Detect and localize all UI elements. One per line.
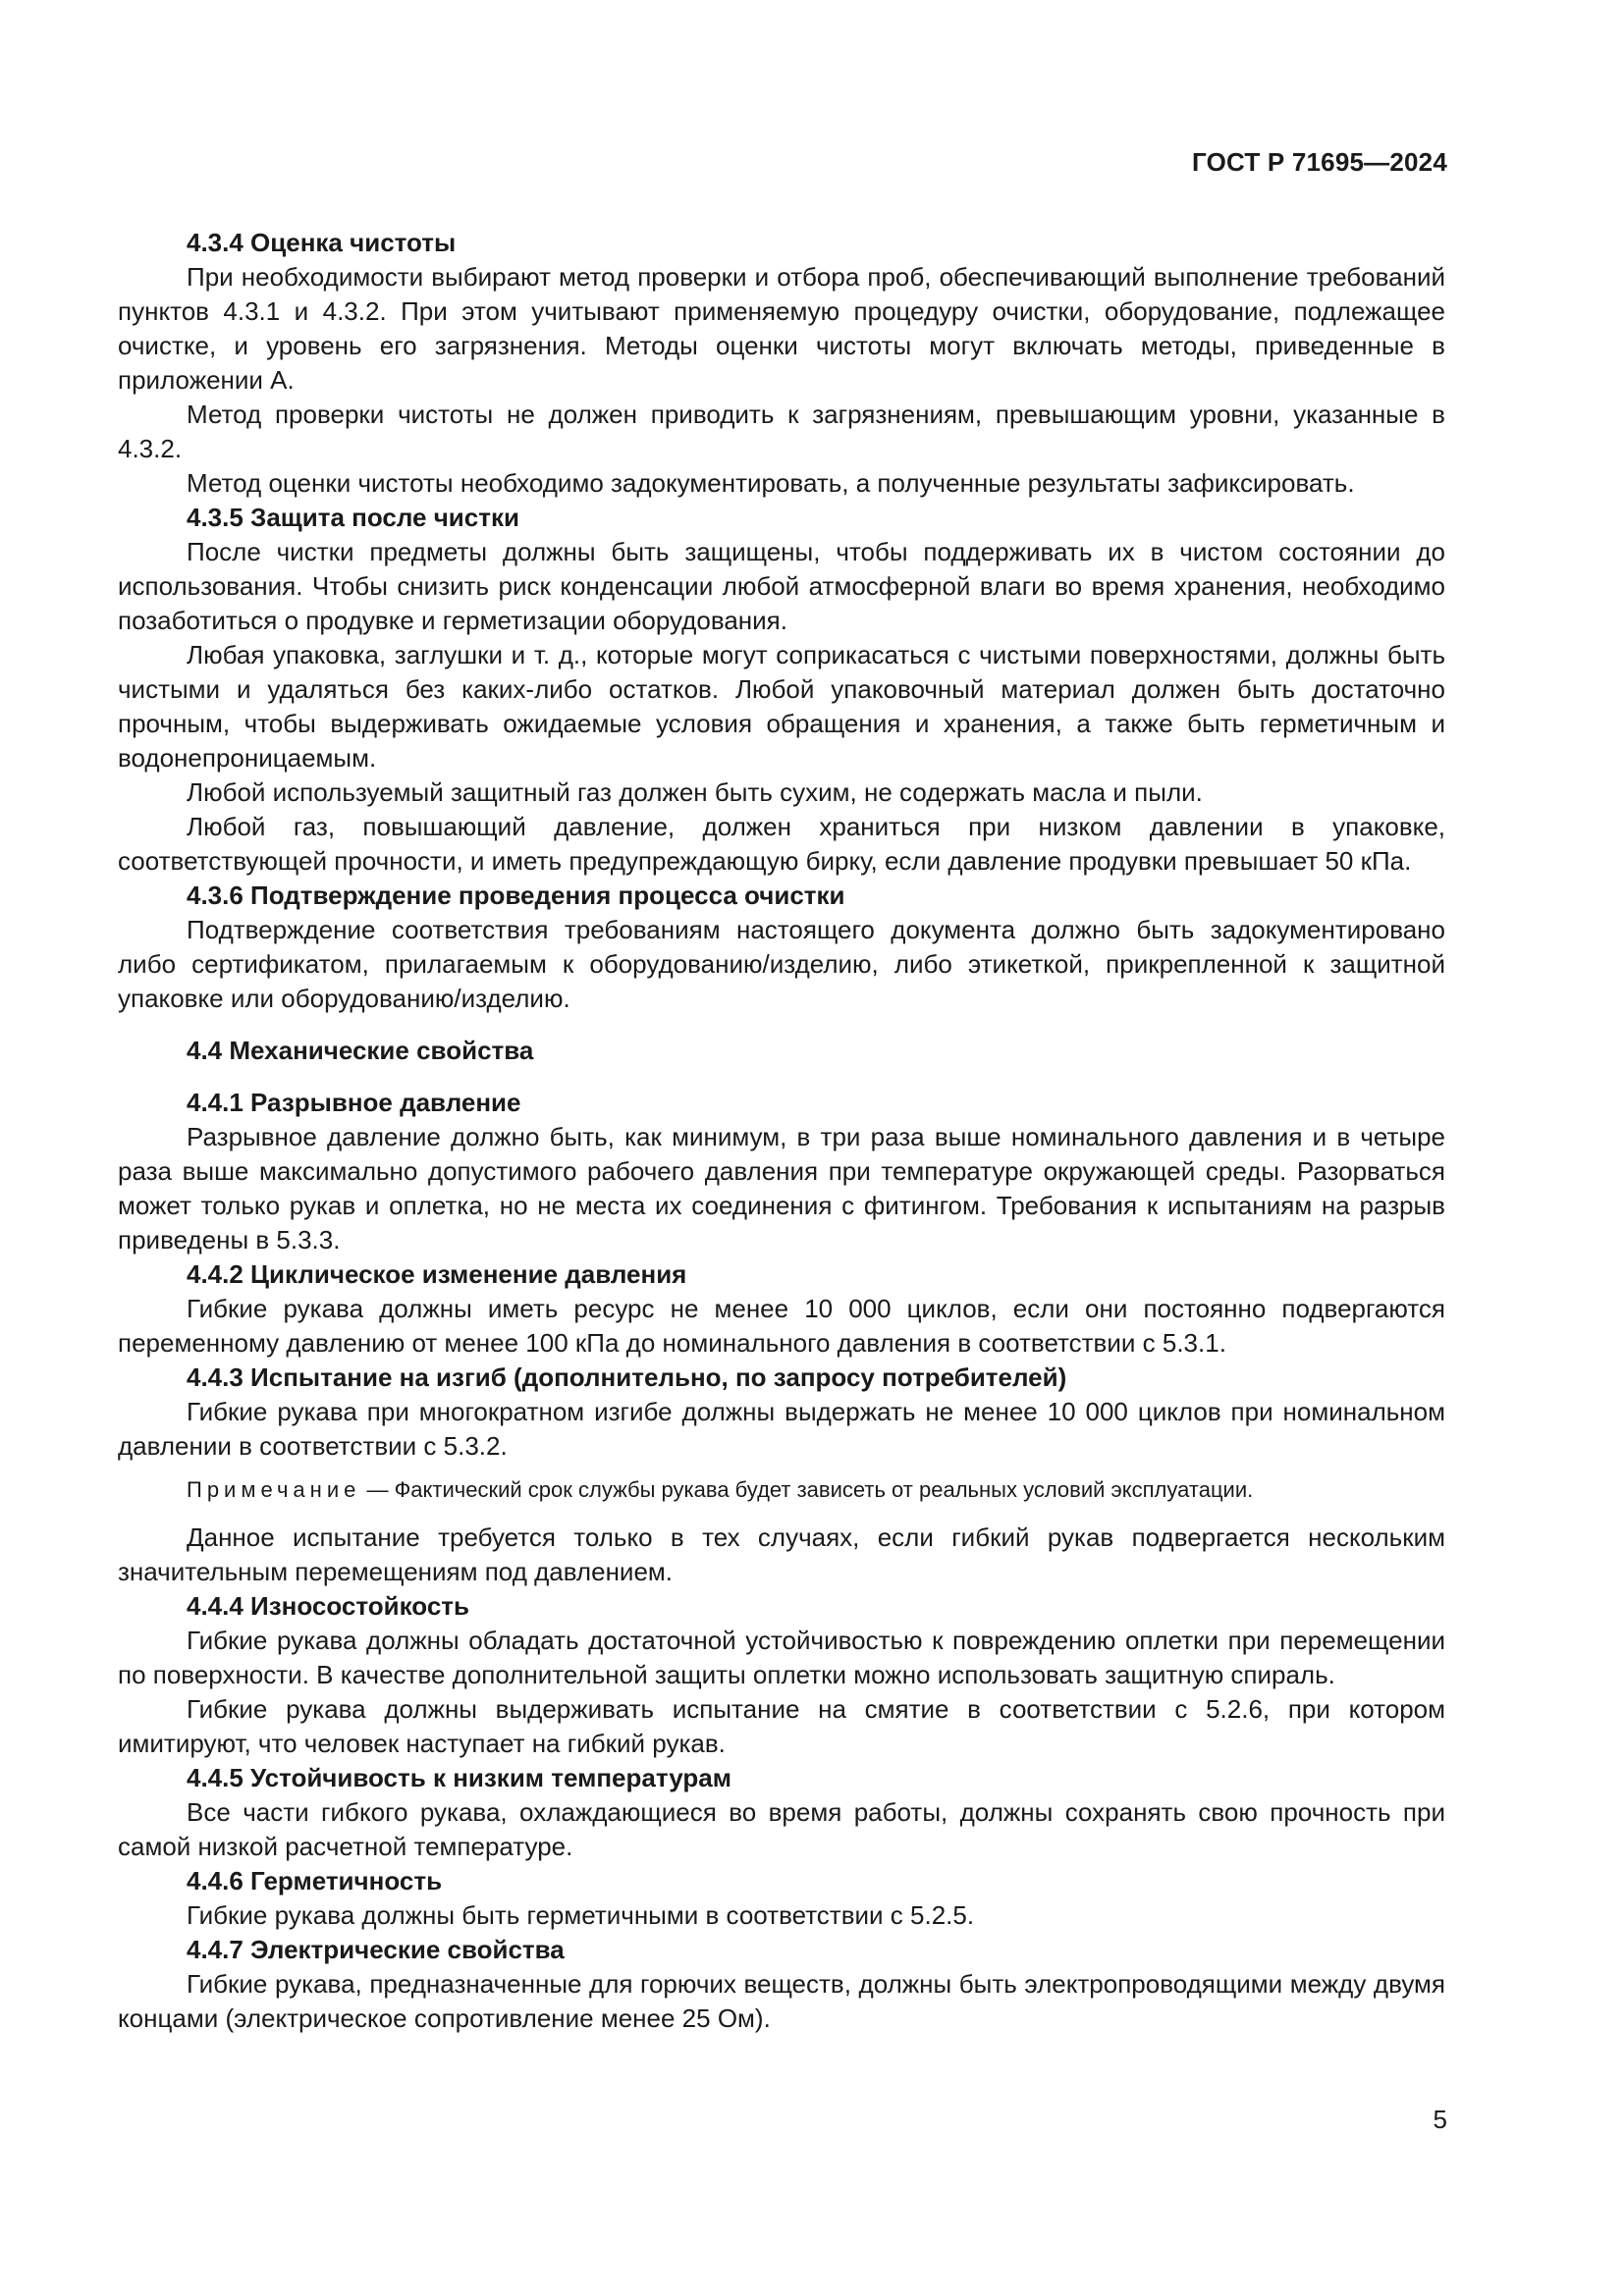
heading-4-4-7: 4.4.7 Электрические свойства xyxy=(187,1935,565,1964)
heading-4-4-3: 4.4.3 Испытание на изгиб (дополнительно, по запросу потребителей) xyxy=(187,1362,1067,1392)
heading-4-4-1: 4.4.1 Разрывное давление xyxy=(187,1088,521,1117)
heading-4-3-4: 4.3.4 Оценка чистоты xyxy=(187,228,457,257)
paragraph: Метод проверки чистоты не должен приводить к загрязнениям, превышающим уровни, указанные в 4.3.2. xyxy=(118,400,1445,463)
paragraph: Любой газ, повышающий давление, должен храниться при низком давлении в упаковке, соответствующей прочности, и иметь предупреждающую бирку, если давление продувки превышает 50 кПа. xyxy=(118,812,1445,876)
paragraph: Любая упаковка, заглушки и т. д., которые могут соприкасаться с чистыми поверхностями, должны быть чистыми и удаляться без каких-либо остатков. Любой упаковочный материал должен быть достаточно прочным, чтобы выдерживать ожидаемые условия обращения и хранения, а также быть герметичным и водонепроницаемым. xyxy=(118,640,1445,773)
paragraph: Все части гибкого рукава, охлаждающиеся во время работы, должны сохранять свою прочность при самой низкой расчетной температуре. xyxy=(118,1797,1445,1861)
heading-4-3-5: 4.3.5 Защита после чистки xyxy=(187,503,519,532)
document-body xyxy=(118,226,1445,2036)
note-text: — Фактический срок службы рукава будет зависеть от реальных условий эксплуатации. xyxy=(360,1477,1254,1502)
heading-4-3-6: 4.3.6 Подтверждение проведения процесса очистки xyxy=(187,881,845,910)
paragraph: Гибкие рукава при многократном изгибе должны выдержать не менее 10 000 циклов при номинальном давлении в соответствии с 5.3.2. xyxy=(118,1397,1445,1461)
note xyxy=(118,1475,1445,1505)
paragraph: Гибкие рукава должны выдерживать испытание на смятие в соответствии с 5.2.6, при котором имитируют, что человек наступает на гибкий рукав. xyxy=(118,1694,1445,1758)
paragraph: Гибкие рукава должны иметь ресурс не менее 10 000 циклов, если они постоянно подвергаются переменному давлению от менее 100 кПа до номинального давления в соответствии с 5.3.1. xyxy=(118,1294,1445,1358)
paragraph: При необходимости выбирают метод проверки и отбора проб, обеспечивающий выполнение требований пунктов 4.3.1 и 4.3.2. При этом учитывают применяемую процедуру очистки, оборудование, подлежащее очистке, и уровень его загрязнения. Методы оценки чистоты могут включать методы, приведенные в приложении А. xyxy=(118,262,1445,395)
heading-4-4-4: 4.4.4 Износостойкость xyxy=(187,1591,470,1621)
paragraph: Гибкие рукава должны обладать достаточной устойчивостью к повреждению оплетки при перемещении по поверхности. В качестве дополнительной защиты оплетки можно использовать защитную спираль. xyxy=(118,1626,1445,1689)
paragraph: Любой используемый защитный газ должен быть сухим, не содержать масла и пыли. xyxy=(187,777,1203,807)
page-number: 5 xyxy=(1433,2105,1447,2134)
heading-4-4-5: 4.4.5 Устойчивость к низким температурам xyxy=(187,1763,731,1792)
paragraph: После чистки предметы должны быть защищены, чтобы поддерживать их в чистом состоянии до использования. Чтобы снизить риск конденсации любой атмосферной влаги во время хранения, необходимо позаботиться о продувке и герметизации оборудования. xyxy=(118,537,1445,635)
paragraph: Гибкие рукава, предназначенные для горючих веществ, должны быть электропроводящими между двумя концами (электрическое сопротивление менее 25 Ом). xyxy=(118,1969,1445,2033)
heading-4-4: 4.4 Механические свойства xyxy=(187,1036,534,1065)
paragraph: Разрывное давление должно быть, как минимум, в три раза выше номинального давления и в четыре раза выше максимально допустимого рабочего давления при температуре окружающей среды. Разорваться может только рукав и оплетка, но не места их соединения с фитингом. Требования к испытаниям на разрыв приведены в 5.3.3. xyxy=(118,1122,1445,1255)
paragraph: Гибкие рукава должны быть герметичными в соответствии с 5.2.5. xyxy=(187,1900,975,1930)
standard-header: ГОСТ Р 71695—2024 xyxy=(1192,147,1447,177)
paragraph: Метод оценки чистоты необходимо задокументировать, а полученные результаты зафиксировать. xyxy=(187,468,1355,498)
heading-4-4-2: 4.4.2 Циклическое изменение давления xyxy=(187,1259,687,1289)
paragraph: Подтверждение соответствия требованиям настоящего документа должно быть задокументировано либо сертификатом, прилагаемым к оборудованию/изделию, либо этикеткой, прикрепленной к защитной упаковке или оборудованию/изделию. xyxy=(118,915,1445,1013)
note-label: Примечание xyxy=(187,1477,361,1502)
paragraph: Данное испытание требуется только в тех случаях, если гибкий рукав подвергается нескольким значительным перемещениям под давлением. xyxy=(118,1522,1445,1586)
heading-4-4-6: 4.4.6 Герметичность xyxy=(187,1866,443,1896)
